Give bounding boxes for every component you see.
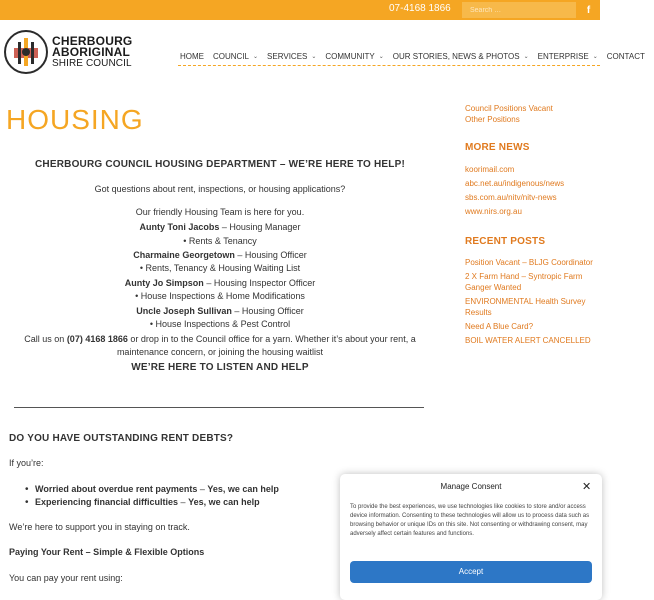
logo-line-1: CHERBOURG: [52, 34, 133, 48]
nav-item-label: HOME: [180, 51, 204, 61]
chevron-down-icon: ⌄: [378, 53, 384, 60]
news-link[interactable]: koorimail.com: [465, 165, 515, 174]
council-logo[interactable]: [4, 30, 48, 74]
list-item-bold: Experiencing financial difficulties: [35, 497, 179, 507]
nav-item-label: OUR STORIES, NEWS & PHOTOS: [392, 51, 520, 61]
chevron-down-icon: ⌄: [311, 53, 317, 60]
recent-post-link[interactable]: Ganger Wanted: [465, 283, 522, 292]
call-us-text: [0, 333, 440, 345]
staff-role: – Housing Manager: [219, 222, 301, 232]
listen-heading: WE’RE HERE TO LISTEN AND HELP: [131, 362, 309, 373]
recent-post-link[interactable]: Need A Blue Card?: [465, 322, 534, 331]
nav-item-label: CONTACT: [606, 51, 645, 61]
list-item-bold: Worried about overdue rent payments: [35, 484, 198, 494]
list-item-answer: Yes, we can help: [207, 484, 279, 494]
rent-debt-heading: DO YOU HAVE OUTSTANDING RENT DEBTS?: [9, 433, 234, 444]
nav-item-label: COMMUNITY: [325, 51, 375, 61]
page-title: HOUSING: [6, 104, 144, 135]
list-item-answer: Yes, we can help: [188, 497, 260, 507]
chevron-down-icon: ⌄: [523, 53, 529, 60]
nav-item-enterprise[interactable]: [538, 49, 598, 63]
council-phone-link[interactable]: (07) 4168 1866: [66, 334, 128, 344]
if-youre-text: If you’re:: [9, 458, 44, 468]
pay-using-text: You can pay your rent using:: [9, 573, 123, 583]
main-nav: [180, 49, 654, 63]
list-item: [35, 483, 279, 496]
nav-item-services[interactable]: [267, 49, 316, 63]
recent-posts-heading: RECENT POSTS: [465, 236, 546, 247]
section-divider: [14, 407, 424, 408]
team-intro-text: Our friendly Housing Team is here for you.: [135, 207, 305, 217]
nav-divider: [178, 65, 600, 66]
logo-line-2: ABORIGINAL: [52, 45, 130, 59]
rent-help-list: [35, 483, 279, 509]
logo-emblem-icon: [6, 32, 46, 72]
nav-item-council[interactable]: [213, 49, 258, 63]
staff-name: Aunty Toni Jacobs: [139, 222, 220, 232]
sidebar-link-other-positions[interactable]: Other Positions: [465, 115, 520, 124]
news-link[interactable]: www.nirs.org.au: [465, 207, 522, 216]
call-post: or drop in to the Council office for a yarn. Whether it’s about your rent, a: [127, 334, 416, 344]
staff-line: [0, 305, 440, 317]
news-link[interactable]: abc.net.au/indigenous/news: [465, 179, 565, 188]
chevron-down-icon: ⌄: [592, 53, 598, 60]
nav-item-label: ENTERPRISE: [537, 51, 589, 61]
staff-name: Uncle Joseph Sullivan: [136, 306, 232, 316]
consent-title: Manage Consent: [440, 482, 502, 491]
staff-line: [0, 249, 440, 261]
nav-item-contact[interactable]: [607, 49, 645, 63]
list-item-dash: –: [197, 484, 208, 494]
sidebar-link-positions-vacant[interactable]: Council Positions Vacant: [465, 104, 553, 113]
support-text: We’re here to support you in staying on track.: [9, 522, 190, 532]
logo-line-3: SHIRE COUNCIL: [52, 58, 132, 69]
recent-post-link[interactable]: Results: [465, 308, 492, 317]
header-phone-link[interactable]: 07-4168 1866: [389, 3, 451, 14]
staff-duties: • Rents & Tenancy: [183, 236, 257, 246]
logo-wordmark[interactable]: [52, 36, 132, 69]
list-item: [35, 496, 279, 509]
recent-post-link[interactable]: BOIL WATER ALERT CANCELLED: [465, 336, 591, 345]
call-us-text-2: maintenance concern, or joining the housing waitlist: [116, 347, 324, 357]
staff-duties: • Rents, Tenancy & Housing Waiting List: [139, 263, 301, 273]
consent-text: To provide the best experiences, we use technologies like cookies to store and/or access device information. Consenting to these technologies will allow us to process data such as browsing behavior or unique IDs on this site. Not consenting or withdrawing consent, may adversely affect certain features and functions.: [350, 504, 590, 537]
call-pre: Call us on: [24, 334, 67, 344]
recent-post-link[interactable]: Position Vacant – BLJG Coordinator: [465, 258, 593, 267]
nav-item-label: COUNCIL: [213, 51, 250, 61]
close-icon[interactable]: ✕: [582, 481, 592, 493]
list-item-dash: –: [178, 497, 189, 507]
nav-item-label: SERVICES: [267, 51, 308, 61]
accept-button[interactable]: Accept: [350, 561, 592, 583]
recent-post-link[interactable]: 2 X Farm Hand – Syntropic Farm: [465, 272, 583, 281]
staff-line: [0, 221, 440, 233]
more-news-heading: MORE NEWS: [465, 142, 530, 153]
staff-role: – Housing Officer: [234, 250, 307, 260]
nav-item-home[interactable]: [180, 49, 204, 63]
paying-heading: Paying Your Rent – Simple & Flexible Options: [9, 547, 205, 557]
nav-item-community[interactable]: [325, 49, 383, 63]
staff-name: Charmaine Georgetown: [133, 250, 235, 260]
intro-text: Got questions about rent, inspections, or housing applications?: [94, 184, 346, 194]
staff-role: – Housing Inspector Officer: [203, 278, 316, 288]
facebook-icon[interactable]: f: [586, 4, 591, 16]
staff-line: [0, 277, 440, 289]
news-link[interactable]: sbs.com.au/nitv/nitv-news: [465, 193, 557, 202]
staff-duties: • House Inspections & Pest Control: [149, 319, 291, 329]
staff-duties: • House Inspections & Home Modifications: [135, 291, 305, 301]
recent-post-link[interactable]: ENVIRONMENTAL Health Survey: [465, 297, 586, 306]
search-input[interactable]: [462, 2, 576, 18]
consent-dialog: [340, 474, 602, 600]
staff-role: – Housing Officer: [231, 306, 304, 316]
top-bar: [0, 0, 600, 20]
housing-heading: CHERBOURG COUNCIL HOUSING DEPARTMENT – WE’RE HERE TO HELP!: [35, 159, 405, 170]
staff-name: Aunty Jo Simpson: [124, 278, 204, 288]
nav-item-stories[interactable]: [393, 49, 529, 63]
chevron-down-icon: ⌄: [253, 53, 259, 60]
